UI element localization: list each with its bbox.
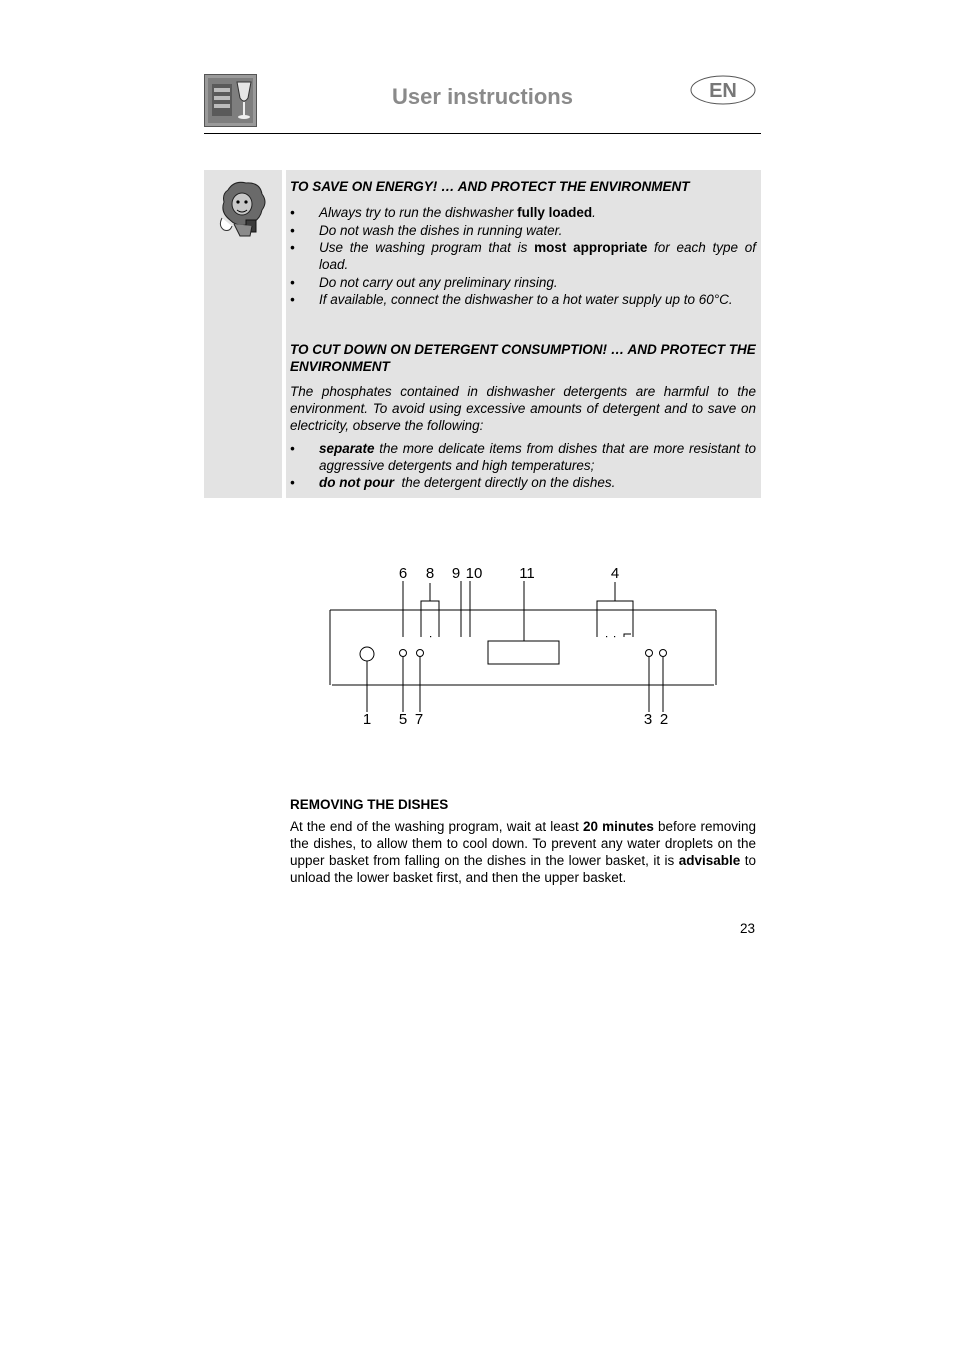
list-item-text: the more delicate items from dishes that are more resistant to aggressive detergents and high temperatures; — [319, 441, 756, 473]
page-title: User instructions — [392, 84, 573, 109]
bracket-4 — [597, 601, 633, 637]
list-item — [290, 239, 756, 273]
bracket-8 — [421, 601, 439, 637]
callout-label: 9 — [451, 565, 461, 582]
bullet-icon: • — [290, 223, 295, 238]
main-switch-knob — [360, 647, 374, 661]
bullet-icon: • — [290, 275, 295, 290]
list-item-emphasis: most appropriate — [534, 240, 648, 255]
callout-label: 11 — [519, 565, 535, 582]
bullet-icon: • — [290, 240, 295, 255]
list-item — [290, 222, 756, 239]
list-item — [290, 204, 756, 221]
indicator-light-7 — [417, 650, 424, 657]
detergent-intro: The phosphates contained in dishwasher detergents are harmful to the environment. To avoid using excessive amounts of detergent and to save on electricity, observe the following: — [290, 384, 756, 433]
indicator-light-5 — [400, 650, 407, 657]
character-icon — [216, 180, 270, 238]
section-body — [290, 818, 756, 886]
callout-label: 3 — [643, 711, 653, 728]
bullet-icon: • — [290, 441, 295, 456]
section-heading: REMOVING THE DISHES — [290, 797, 449, 812]
list-item-emphasis: do not pour — [319, 475, 394, 490]
language-badge-text: EN — [709, 80, 737, 102]
list-item-text: Do not carry out any preliminary rinsing. — [319, 275, 558, 290]
indicator-dot — [606, 636, 607, 637]
list-item — [290, 274, 756, 291]
list-item-text: If available, connect the dishwasher to a hot water supply up to 60°C. — [319, 292, 733, 307]
list-item-text: for each type of load. — [319, 240, 756, 272]
callout-label: 8 — [425, 565, 435, 582]
list-item-text: . — [592, 205, 596, 220]
page-number: 23 — [739, 921, 755, 936]
callout-label: 5 — [398, 711, 408, 728]
body-text: At the end of the washing program, wait at least — [290, 819, 583, 834]
energy-heading: TO SAVE ON ENERGY! … AND PROTECT THE ENVIRONMENT — [290, 179, 690, 194]
callout-label: 10 — [465, 565, 483, 582]
bullet-icon: • — [290, 205, 295, 220]
detergent-heading: TO CUT DOWN ON DETERGENT CONSUMPTION! … AND PROTECT THE ENVIRONMENT — [290, 342, 756, 374]
indicator-mark — [624, 634, 631, 637]
list-item — [290, 291, 756, 308]
callout-label: 6 — [398, 565, 408, 582]
list-item-emphasis: fully loaded — [517, 205, 593, 220]
list-item-emphasis: separate — [319, 441, 375, 456]
bullet-icon: • — [290, 292, 295, 307]
callout-label: 1 — [362, 711, 372, 728]
body-emphasis: advisable — [678, 853, 741, 868]
body-emphasis: 20 minutes — [582, 819, 654, 834]
list-item-text: Always try to run the dishwasher — [319, 205, 518, 220]
language-badge — [689, 74, 757, 106]
control-panel-diagram — [320, 560, 730, 735]
button-3 — [646, 650, 653, 657]
button-2 — [660, 650, 667, 657]
list-item — [290, 474, 756, 491]
callout-label: 4 — [610, 565, 620, 582]
dishwasher-logo-icon — [204, 74, 257, 127]
body-text: to unload the lower basket first, and then the upper basket. — [290, 853, 757, 885]
indicator-dot — [430, 636, 431, 637]
display-window — [488, 641, 559, 664]
list-item-text: Do not wash the dishes in running water. — [319, 223, 563, 238]
callout-label: 2 — [659, 711, 669, 728]
body-text: before removing the dishes, to allow them to cool down. To prevent any water droplets on the upper basket from falling on the dishes in the lower basket, it is — [290, 819, 756, 868]
header-divider — [204, 133, 761, 134]
indicator-dot — [614, 636, 615, 637]
list-item — [290, 440, 756, 474]
bullet-icon: • — [290, 475, 295, 490]
list-item-text: the detergent directly on the dishes. — [393, 475, 616, 490]
list-item-text: Use the washing program that is — [319, 240, 535, 255]
callout-label: 7 — [414, 711, 424, 728]
